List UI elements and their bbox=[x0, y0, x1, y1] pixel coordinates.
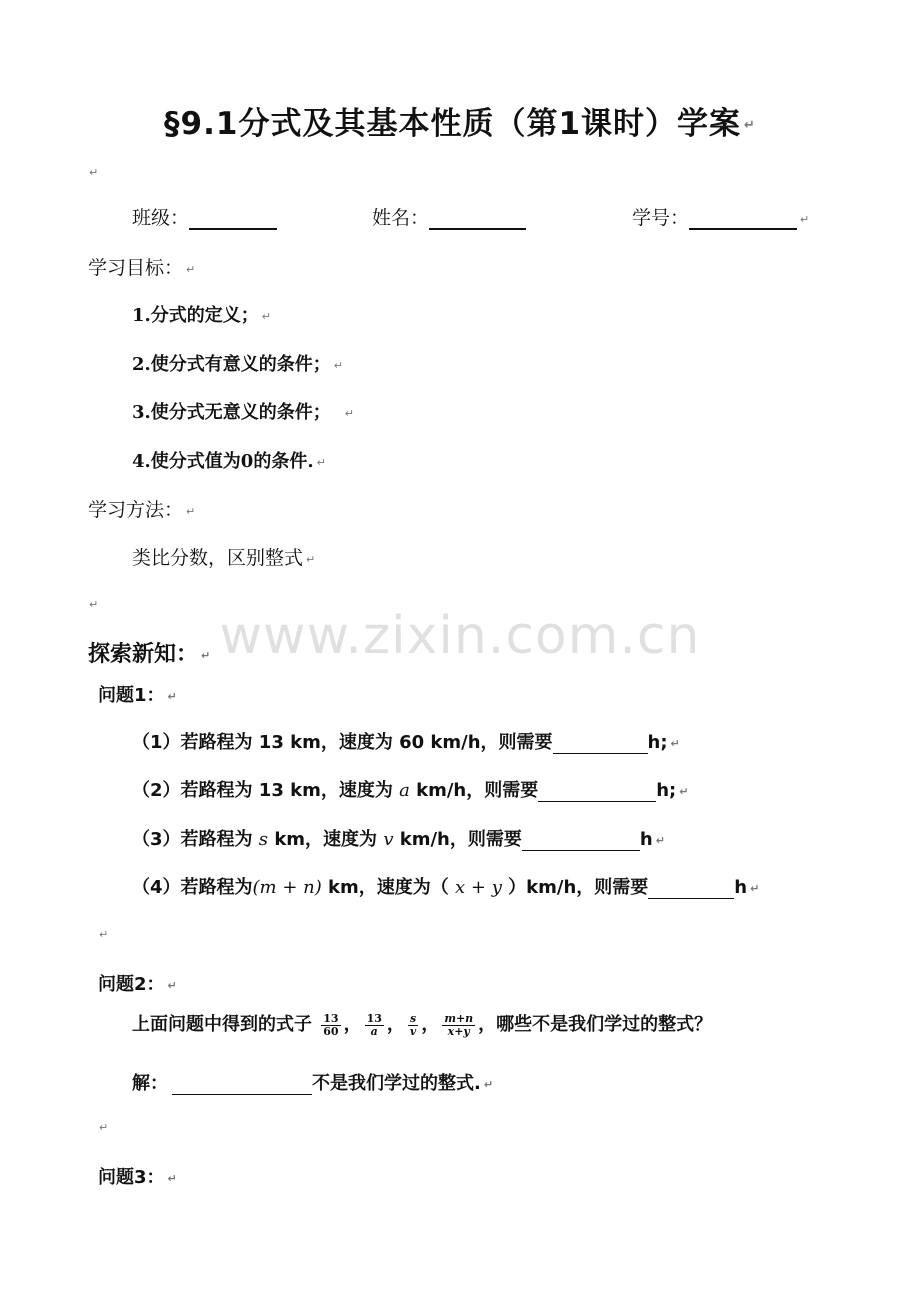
name-field bbox=[372, 203, 526, 230]
q2-answer-blank[interactable] bbox=[172, 1072, 312, 1095]
paragraph-mark: ↵ bbox=[99, 928, 109, 941]
explore-heading: 探索新知： ↵ bbox=[88, 642, 211, 667]
paragraph-mark: ↵ bbox=[99, 1121, 109, 1134]
q1-part-4-blank[interactable] bbox=[648, 876, 734, 899]
q1-part-3-blank[interactable] bbox=[522, 828, 640, 851]
q3-label: 问题3： ↵ bbox=[98, 1167, 177, 1188]
q1-part-3: （3）若路程为 s km，速度为 v km/h，则需要 h ↵ bbox=[132, 829, 665, 850]
q1-part-4: （4）若路程为(m + n) km，速度为（ x + y ）km/h，则需要 h ↵ bbox=[132, 877, 760, 898]
objectives-heading: 学习目标： ↵ bbox=[88, 257, 196, 279]
objective-item: 3.使分式无意义的条件； ↵ bbox=[132, 402, 355, 423]
q1-label: 问题1： ↵ bbox=[98, 685, 177, 706]
fraction-13-60: $\frac{13}{60}$ bbox=[323, 1011, 339, 1038]
paragraph-mark: ↵ bbox=[89, 598, 99, 611]
method-text: 类比分数，区别整式 ↵ bbox=[132, 547, 316, 569]
student-no-input-blank[interactable] bbox=[689, 206, 797, 230]
fraction-13-a: $\frac{13}{a}$ bbox=[366, 1011, 382, 1038]
method-heading: 学习方法： ↵ bbox=[88, 499, 196, 521]
q1-part-1: （1）若路程为 13 km，速度为 60 km/h，则需要 h; ↵ bbox=[132, 732, 680, 753]
q2-prompt: 上面问题中得到的式子 $\frac{13}{60}$ ， $\frac{13}{a}$ ， $\frac{s}{v}$ ， $\frac{m+n}{x+y}$ ，哪些不是我们学过的整式？ bbox=[132, 1011, 713, 1038]
q1-part-1-blank[interactable] bbox=[553, 731, 648, 754]
watermark: www.zixin.com.cn bbox=[219, 606, 701, 666]
class-field bbox=[132, 203, 277, 230]
objective-item: 4.使分式值为0的条件. ↵ bbox=[132, 451, 326, 472]
class-label: 班级： bbox=[132, 207, 190, 229]
fraction-mn-xy: $\frac{m+n}{x+y}$ bbox=[444, 1011, 474, 1038]
q2-answer: 解： 不是我们学过的整式. ↵ bbox=[132, 1073, 494, 1094]
student-no-field: 学号： ↵ bbox=[632, 207, 810, 229]
fraction-s-v: $\frac{s}{v}$ bbox=[409, 1011, 417, 1038]
q1-part-2: （2）若路程为 13 km，速度为 a km/h，则需要 h; ↵ bbox=[132, 780, 689, 801]
q1-part-2-blank[interactable] bbox=[538, 779, 656, 802]
objective-item: 2.使分式有意义的条件； ↵ bbox=[132, 354, 344, 375]
objective-item: 1.分式的定义； ↵ bbox=[132, 305, 272, 326]
paragraph-mark: ↵ bbox=[89, 166, 99, 179]
name-input-blank[interactable] bbox=[429, 206, 526, 230]
name-label: 姓名： bbox=[372, 207, 430, 229]
class-input-blank[interactable] bbox=[189, 206, 277, 230]
page-title: §9.1分式及其基本性质（第1课时）学案 ↵ bbox=[164, 106, 756, 142]
student-no-label: 学号： bbox=[632, 207, 690, 229]
q2-label: 问题2： ↵ bbox=[98, 974, 177, 995]
